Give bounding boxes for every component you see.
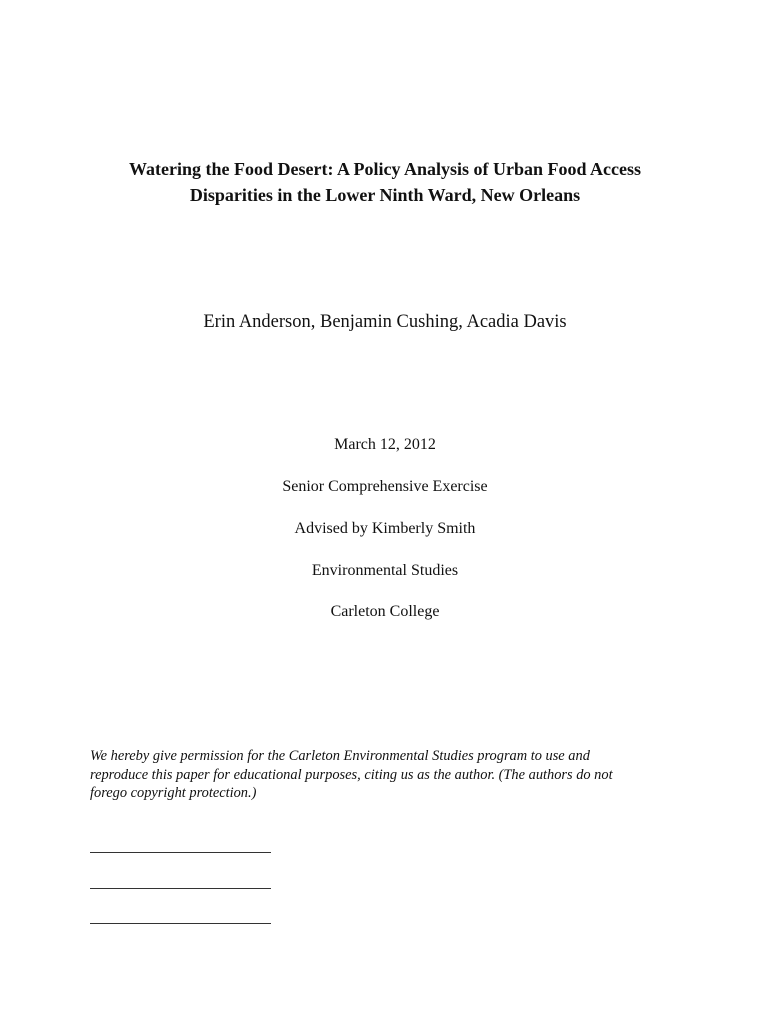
permission-line-1: We hereby give permission for the Carleton Environmental Studies program to use and: [90, 748, 590, 764]
exercise-name: Senior Comprehensive Exercise: [282, 478, 488, 495]
document-title: [40, 156, 730, 208]
title-line-2: Disparities in the Lower Ninth Ward, New Orleans: [189, 185, 581, 205]
department-name: Environmental Studies: [311, 562, 459, 579]
advisor-name: Advised by Kimberly Smith: [294, 520, 476, 537]
submission-date: March 12, 2012: [334, 436, 436, 453]
signature-line-3: [90, 923, 271, 924]
author-names: Erin Anderson, Benjamin Cushing, Acadia Davis: [203, 312, 567, 332]
permission-statement: [90, 747, 690, 803]
permission-line-3: forego copyright protection.): [90, 785, 257, 801]
signature-line-1: [90, 852, 271, 853]
institution-name: Carleton College: [330, 603, 440, 620]
title-line-1: Watering the Food Desert: A Policy Analysis of Urban Food Access: [129, 159, 641, 179]
permission-line-2: reproduce this paper for educational purposes, citing us as the author. (The authors do not: [90, 766, 613, 783]
signature-line-2: [90, 888, 271, 889]
